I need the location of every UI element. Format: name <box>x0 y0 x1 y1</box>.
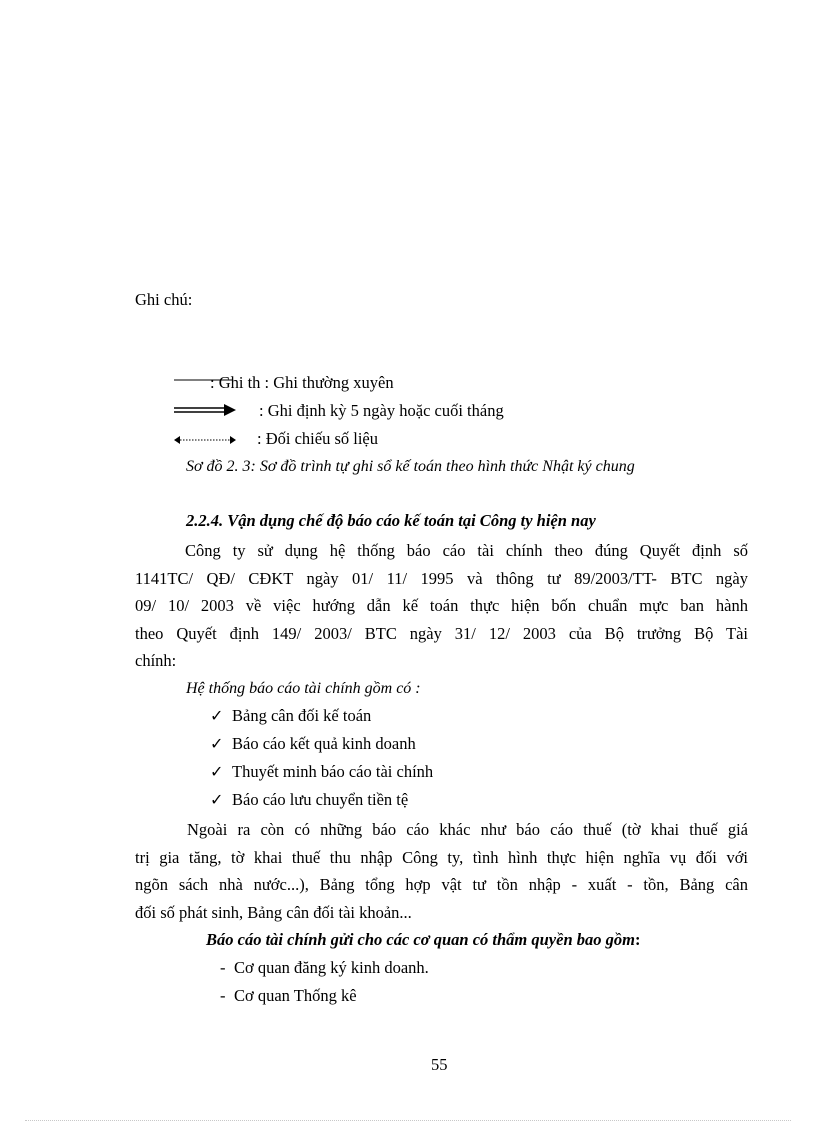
paragraph-line: đối số phát sinh, Bảng cân đối tài khoản... <box>135 902 412 922</box>
legend-text-regular: : Ghi th : Ghi thường xuyên <box>210 373 394 392</box>
recipients-heading <box>206 930 640 950</box>
page-bottom-border <box>25 1120 791 1121</box>
checkmark-icon: ✓ <box>210 764 224 781</box>
paragraph-regulations <box>135 537 748 675</box>
paragraph-line: chính: <box>135 651 177 670</box>
thick-arrow-icon <box>172 402 238 418</box>
paragraph-line: theo Quyết định 149/ 2003/ BTC ngày 31/ 12/ 2003 của Bộ trưởng Bộ Tài <box>135 623 748 643</box>
page-number: 55 <box>431 1055 448 1074</box>
list-item <box>210 734 416 754</box>
recipients-heading-text: Báo cáo tài chính gửi cho các cơ quan có thẩm quyền bao gồm <box>206 930 635 949</box>
list-item-label: Cơ quan Thống kê <box>234 986 357 1005</box>
paragraph-line: Công ty sử dụng hệ thống báo cáo tài chính theo đúng Quyết định số <box>185 541 748 560</box>
section-heading: 2.2.4. Vận dụng chế độ báo cáo kế toán tại Công ty hiện nay <box>186 511 596 530</box>
legend-text-reconcile: : Đối chiếu số liệu <box>257 429 378 448</box>
list-item <box>220 986 357 1006</box>
list-item <box>210 706 371 726</box>
paragraph-line: trị gia tăng, tờ khai thuế thu nhập Công ty, tình hình thực hiện nghĩa vụ đối với <box>135 847 748 867</box>
list-item-label: Báo cáo kết quả kinh doanh <box>232 734 416 753</box>
list-item-label: Báo cáo lưu chuyển tiền tệ <box>232 790 409 809</box>
list-item <box>220 958 429 978</box>
paragraph-line: 09/ 10/ 2003 về việc hướng dẫn kế toán thực hiện bốn chuẩn mực ban hành <box>135 596 748 615</box>
recipients-heading-colon: : <box>634 930 641 949</box>
checkmark-icon: ✓ <box>210 736 224 753</box>
paragraph-line: 1141TC/ QĐ/ CĐKT ngày 01/ 11/ 1995 và thông tư 89/2003/TT- BTC ngày <box>135 568 748 588</box>
list-item-label: Thuyết minh báo cáo tài chính <box>232 762 434 781</box>
report-system-label: Hệ thống báo cáo tài chính gồm có : <box>186 680 421 697</box>
list-item <box>210 790 408 810</box>
list-item-label: Bảng cân đối kế toán <box>232 706 372 725</box>
checkmark-icon: ✓ <box>210 792 224 809</box>
diagram-caption: Sơ đồ 2. 3: Sơ đồ trình tự ghi sổ kế toán theo hình thức Nhật ký chung <box>186 458 635 475</box>
dotted-double-arrow-icon <box>172 434 238 446</box>
list-item <box>210 762 433 782</box>
checkmark-icon: ✓ <box>210 708 224 725</box>
legend-text-periodic: : Ghi định kỳ 5 ngày hoặc cuối tháng <box>259 401 504 420</box>
paragraph-line: ngõn sách nhà nước...), Bảng tổng hợp vật tư tồn nhập - xuất - tồn, Bảng cân <box>135 875 748 894</box>
note-label: Ghi chú: <box>135 290 193 309</box>
dash-bullet: - <box>220 986 226 1005</box>
paragraph-line: Ngoài ra còn có những báo cáo khác như báo cáo thuế (tờ khai thuế giá <box>187 820 748 839</box>
list-item-label: Cơ quan đăng ký kinh doanh. <box>234 958 429 977</box>
dash-bullet: - <box>220 958 226 977</box>
paragraph-other-reports <box>135 816 748 926</box>
